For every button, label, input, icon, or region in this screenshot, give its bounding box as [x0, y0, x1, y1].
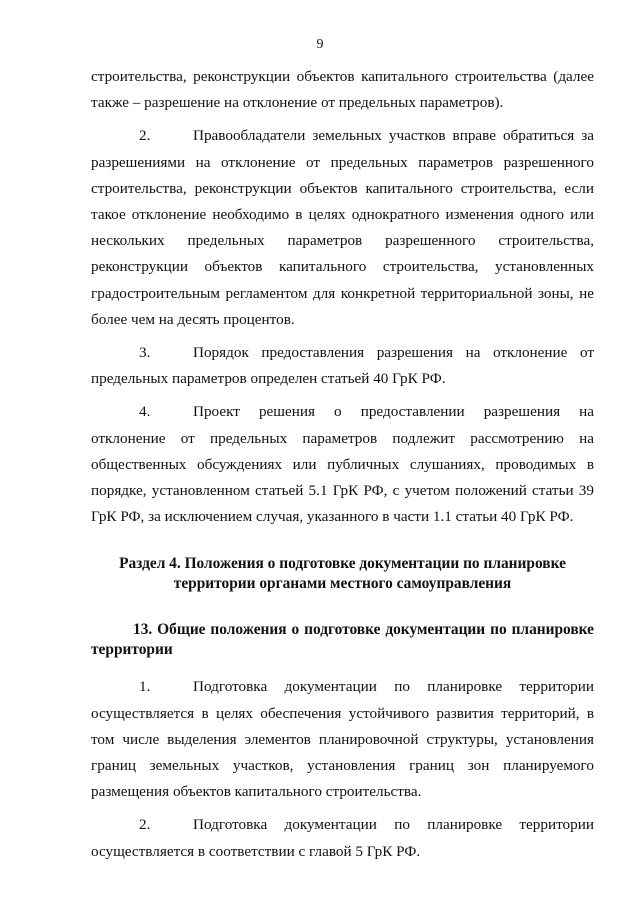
section-heading [91, 554, 594, 594]
item-number: 4. [139, 403, 151, 421]
list-item [91, 812, 594, 864]
list-item [91, 340, 594, 392]
page-number: 9 [316, 37, 324, 52]
item-number: 2. [139, 127, 151, 145]
item-text: Правообладатели земельных участков вправе обратиться за разрешениями на отклонение от предельных параметров разрешенного строительства, реконструкции объектов капитального строительства, если такое отклонение необходимо в целях однократного изменения одного или нескольких предельных параметров разрешенного строительства, реконструкции объектов капитального строительства, установленных градостроительным регламентом для конкретной территориальной зоны, не более чем на десять процентов. [91, 127, 594, 328]
section-heading-line: Раздел 4. Положения о подготовке документации по планировке [119, 555, 566, 573]
paragraph-continuation: строительства, реконструкции объектов капитального строительства (далее также – разрешение на отклонение от предельных параметров). [91, 68, 594, 112]
page-body [91, 64, 594, 865]
list-item [91, 399, 594, 530]
item-text: Подготовка документации по планировке территории осуществляется в соответствии с главой 5 ГрК РФ. [91, 816, 594, 860]
item-number: 2. [139, 816, 151, 834]
list-item [91, 123, 594, 333]
section-heading-line: территории органами местного самоуправления [173, 575, 512, 593]
item-text: Проект решения о предоставлении разрешения на отклонение от предельных параметров подлежит рассмотрению на общественных обсуждениях или публичных слушаниях, проводимых в порядке, установленном статьей 5.1 ГрК РФ, с учетом положений статьи 39 ГрК РФ, за исключением случая, указанного в части 1.1 статьи 40 ГрК РФ. [91, 403, 594, 526]
item-number: 3. [139, 344, 151, 362]
item-text: Подготовка документации по планировке территории осуществляется в целях обеспечения устойчивого развития территорий, в том числе выделения элементов планировочной структуры, установления границ земельных участков, установления границ зон планируемого размещения объектов капитального строительства. [91, 678, 594, 801]
item-number: 1. [139, 678, 151, 696]
subsection-heading: 13. Общие положения о подготовке документации по планировке территории [91, 621, 594, 659]
list-item [91, 674, 594, 805]
item-text: Порядок предоставления разрешения на отклонение от предельных параметров определен статьей 40 ГрК РФ. [91, 344, 594, 388]
